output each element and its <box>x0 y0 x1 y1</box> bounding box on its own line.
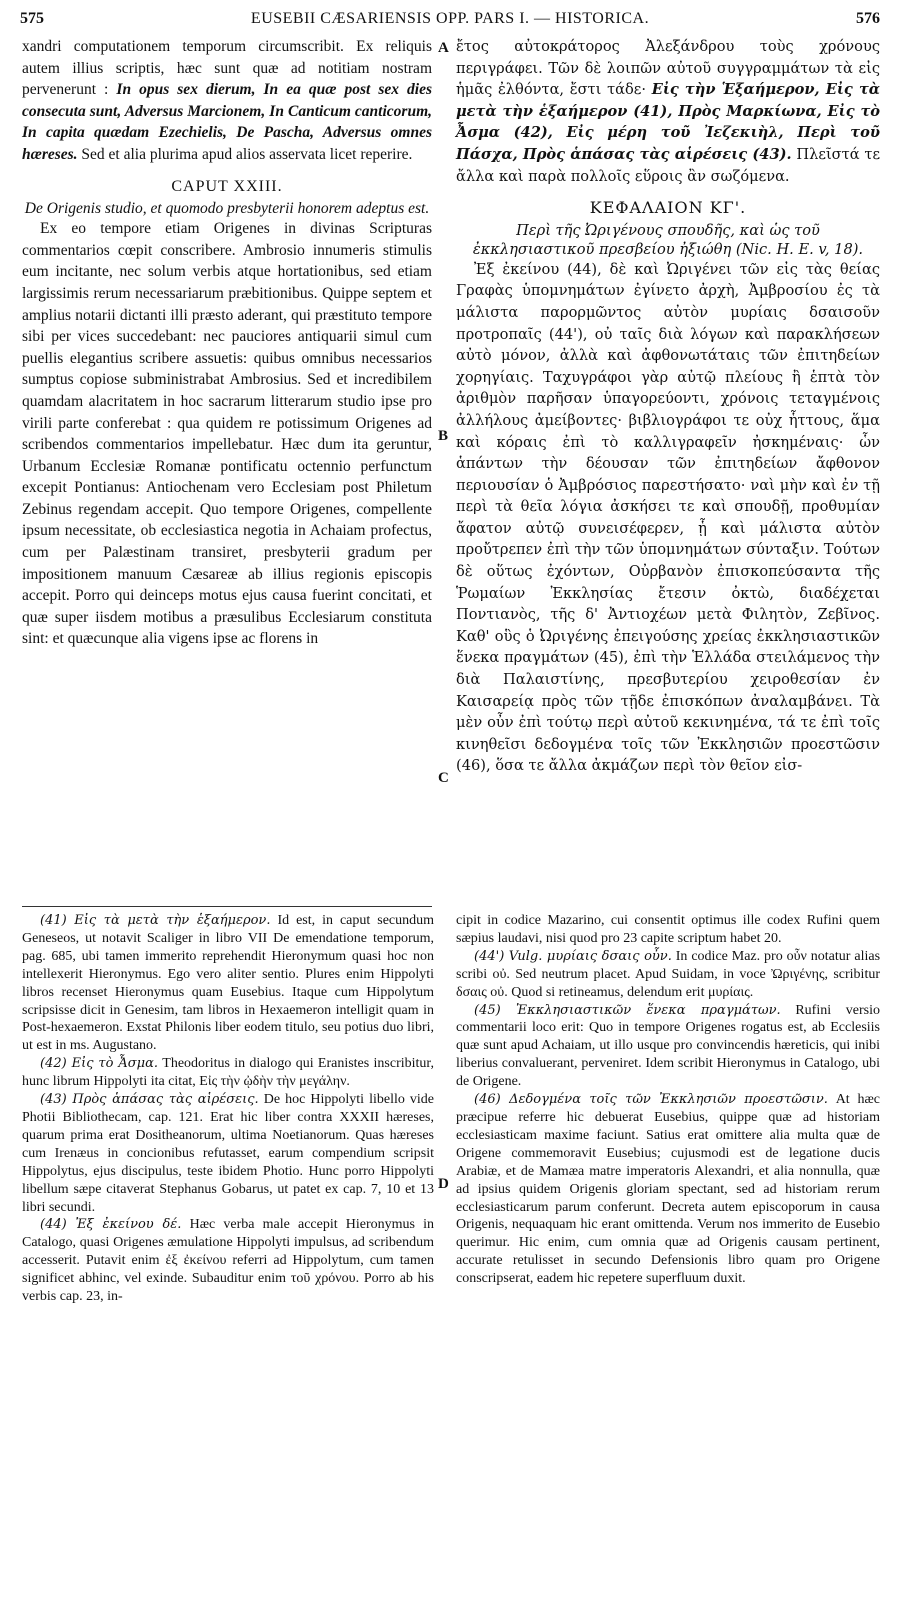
latin-intro-end: Sed et alia plurima apud alios asservata licet reperire. <box>81 145 413 163</box>
notes-divider <box>22 906 432 907</box>
greek-column <box>456 36 880 777</box>
footnote <box>456 1091 880 1288</box>
notes-left-column <box>22 912 434 1306</box>
page-number-right: 576 <box>856 10 880 27</box>
greek-chapter-heading: ΚΕΦΑΛΑΙΟΝ ΚΓ'. <box>589 198 747 218</box>
footnote-text: Id est, in caput secundum Geneseos, ut notavit Scaliger in libro VII De emendatione temporum, pag. 685, ubi tamen immerito reprehendit Hieronymum quasi hoc non intellexerit Hieronymus. Ego vero aliter sentio. Plures enim Hippolyti libros recenset Hieronymus quam Eusebius. Itaque cum Hippolytum scripsisse dicit in Genesim, tam libros in Hexaemeron intelligit quam in Post-hexaemeron. Exstat Philonis liber eodem titulo, seu potius duo libri, ut est in ms. Augustano. <box>22 913 435 1054</box>
footnote-lemma: (46) Δεδογμένα τοῖς τῶν Ἐκκλησιῶν προεστῶσιν. <box>474 1092 828 1108</box>
running-title: EUSEBII CÆSARIENSIS OPP. PARS I. — HISTORICA. <box>250 10 650 27</box>
footnote-lemma: (45) Ἐκκλησιαστικῶν ἕνεκα πραγμάτων. <box>474 1002 781 1018</box>
footnote-lemma: (44) Ἐξ ἐκείνου δέ. <box>40 1217 182 1233</box>
margin-letter-a: A <box>438 40 449 56</box>
greek-chapter-subtitle: Περὶ τῆς Ὠριγένους σπουδῆς, καὶ ὡς τοῦ ἐκκλησιαστικοῦ πρεσβείου ἠξιώθη (Nic. H. E. v, 18). <box>472 221 864 258</box>
footnote <box>22 1091 434 1216</box>
footnote-text: cipit in codice Mazarino, cui consentit optimus ille codex Rufini quem sæpius laudavi, nisi quod pro 23 capite scriptum habet 20. <box>456 913 880 946</box>
latin-chapter-subtitle: De Origenis studio, et quomodo presbyterii honorem adeptus est. <box>24 200 430 218</box>
footnote <box>456 1002 880 1092</box>
latin-chapter-heading: CAPUT XXIII. <box>171 177 283 195</box>
greek-intro: ἔτος αὐτοκράτορος Ἀλεξάνδρου τοὺς χρόνους περιγράφει. Τῶν δὲ λοιπῶν αὐτοῦ συγγραμμάτων τὰ εἰς ἡμᾶς ἐλθόντα, ἔστι τάδε· <box>456 38 880 99</box>
page-number-left: 575 <box>20 10 44 27</box>
greek-intro-paragraph <box>456 36 880 187</box>
latin-intro-paragraph <box>22 36 432 166</box>
footnote <box>22 912 434 1055</box>
footnote-text: De hoc Hippolyti libello vide Photii Bibliothecam, cap. 121. Erat hic liber contra XXXII hæreses, quarum prima erat Dositheanorum, ultima Noetianorum. Quas hæreses cum Irenæus in concionibus refutasset, earum compendium scripsit Hippolytus, ejus discipulus, teste ibidem Photio. Hunc porro Hippolyti libellum sæpe citaverat Stephanus Gobarus, ut patet ex cap. 7, 10 et 13 libri secundi. <box>22 1092 435 1215</box>
latin-body: Ex eo tempore etiam Origenes in divinas Scripturas commentarios cœpit conscribere. Ambrosio innumeris stimulis eum incitante, nec solum verbis atque hortationibus, sed etiam largissimis rerum necessariarum præbitionibus. Quippe septem et amplius notarii dictanti illi præsto aderant, qui præstituto tempore sibi per vices succedebant: nec pauciores antiquarii simul cum puellis elegantius scribere assuetis: quibus omnibus necessarios sumptus copiose subministrabat Ambrosius. Sed et incredibilem quamdam alacritatem in hoc sacrarum litterarum studio ipse pro virili parte conferebat : qua quidem re potissimum Origenes ad scribendos commentarios impellebatur. Hæc dum ita geruntur, Urbanum Ecclesiæ Romanæ pontificatu octennio perfunctum excepit Pontianus: Antiochenam vero Ecclesiam post Philetum Zebinus regendam accepit. Quo tempore Origenes, compellente ipsum necessitate, ob ecclesiastica negotia in Achaiam profectus, cum per Palæstinam transiret, presbyterii gradum per impositionem manuum Cæsareæ ab illius regionis episcopis accepit. Porro qui deinceps motus ejus causa fuerint concitati, et quæ super iisdem motibus a præsulibus Ecclesiarum constituta sint: et quæcunque alia vigens ipse ac florens in <box>22 220 432 648</box>
latin-intro: xandri computationem temporum circumscribit. Ex reliquis autem illius scriptis, hæc sunt quæ ad notitiam nostram pervenerunt : <box>22 38 432 99</box>
margin-letter-b: B <box>438 428 449 444</box>
footnote-lemma: (41) Εἰς τὰ μετὰ τὴν ἑξαήμερον. <box>40 913 271 928</box>
footnote <box>22 1055 434 1091</box>
footnote <box>456 912 880 948</box>
running-header <box>20 10 880 32</box>
margin-letter-c: C <box>438 770 449 786</box>
footnote-text: In codice Maz. pro οὖν notatur alias scribi οὐ. Sed neutrum placet. Apud Suidam, in voce Ὠριγένης, scribitur δσαις οὐ. Quod si retineamus, delendum erit μυρίαις. <box>456 948 881 1000</box>
footnote-lemma: (42) Εἰς τὸ Ἆσμα. <box>40 1056 158 1072</box>
notes-right-column <box>456 912 880 1288</box>
footnote-lemma: (43) Πρὸς ἁπάσας τὰς αἱρέσεις. <box>40 1092 259 1108</box>
footnote-text: Theodoritus in dialogo qui Eranistes inscribitur, hunc librum Hippolyti ita citat, Εἰς τὴν ᾠδὴν τὴν μεγάλην. <box>22 1056 434 1090</box>
footnote-text: At hæc præcipue referre hic debuerat Eusebius, quippe quæ ad historiam ecclesiasticam maxime faciunt. Satius erat omittere alia multa quæ de Origene commemoravit Eusebius; cujusmodi est de legatione ducis Arabiæ, et de Mamæa matre imperatoris Alexandri, et alia nonnulla, quæ ad ipsius quidem Origenis gloriam spectant, sed ad historiam rerum ecclesiasticarum parum conferunt. Decreta autem episcoporum in causa Origenis, nequaquam hic erant omittenda. Verum nos immerito de Eusebio querimur. Hic enim, cum omnia quæ ad Origenis causam pertinent, accurate retulisset in secundo Defensionis libro quam pro Origene conscripserat, eadem hic repetere superfluum duxit. <box>456 1092 880 1287</box>
footnote-lemma: (44') Vulg. μυρίαις δσαις οὖν. <box>474 948 672 964</box>
footnote-text: Rufini versio commentarii loco erit: Quo in tempore Origenes rogatus est, ab Ecclesiis quæ sunt apud Achaiam, ut illo usque pro convincendis hæreticis, qui inibi liberius convaluerant, perveniret. Idem scribit Hieronymus in Catalogo, ubi de Origene. <box>456 1002 880 1090</box>
greek-intro-titles: Εἰς τὴν Ἑξαήμερον, Εἰς τὰ μετὰ τὴν ἑξαήμερον (41), Πρὸς Μαρκίωνα, Εἰς τὸ Ἆσμα (42), Εἰς μέρη τοῦ Ἰεζεκιὴλ, Περὶ τοῦ Πάσχα, Πρὸς ἁπάσας τὰς αἱρέσεις (43). <box>456 81 880 163</box>
greek-intro-end: Πλεῖστά τε ἄλλα καὶ παρὰ πολλοῖς εὕροις ἂν σωζόμενα. <box>456 145 881 185</box>
greek-body: Ἐξ ἐκείνου (44), δὲ καὶ Ὠριγένει τῶν εἰς τὰς θείας Γραφὰς ὑπομνημάτων ἐγίνετο ἀρχὴ, Ἀμβροσίου ἐς τὰ μάλιστα παρορμῶντος αὐτὸν μυρίαις δσαισοῦν προτροπαῖς (44'), οὐ ταῖς διὰ λόγων καὶ παρακλήσεων αὐτὸ μόνον, ἀλλὰ καὶ ἀφθονωτάταις τῶν ἐπιτηδείων χορηγίαις. Ταχυγράφοι γὰρ αὐτῷ πλείους ἢ ἑπτὰ τὸν ἀριθμὸν παρῆσαν ὑπαγορεύοντι, χρόνοις τεταγμένοις ἀλλήλους ἀμείβοντες· βιβλιογράφοι τε οὐχ ἧττους, ἅμα καὶ κόραις ἐπὶ τὸ καλλιγραφεῖν ἠσκημέναις· ὧν ἁπάντων τὴν δέουσαν τῶν ἐπιτηδείων ἄφθονον περιουσίαν ὁ Ἀμβρόσιος παρεστήσατο· ναὶ μὴν καὶ ἐν τῇ περὶ τὰ θεῖα λόγια ἀσκήσει τε καὶ σπουδῇ, προθυμίαν ἄφατον αὐτῷ συνεισέφερεν, ᾗ καὶ μάλιστα αὐτὸν προὔτρεπεν ἐπὶ τὴν τῶν ὑπομνημάτων σύνταξιν. Τούτων δὲ οὕτως ἐχόντων, Οὐρβανὸν ἐπισκοπεύσαντα τῆς Ῥωμαίων Ἐκκλησίας ἔτεσιν ὀκτὼ, διαδέχεται Ποντιανὸς, τῆς δ' Ἀντιοχέων μετὰ Φιλητὸν, Ζεβῖνος. Καθ' οὓς ὁ Ὠριγένης ἐπειγούσης χρείας ἐκκλησιαστικῶν ἕνεκα πραγμάτων (45), ἐπὶ τὴν Ἑλλάδα στειλάμενος τὴν διὰ Παλαιστίνης, πρεσβυτερίου χειροθεσίαν ἐν Καισαρείᾳ πρὸς τῶν τῇδε ἐπισκόπων ἀναλαμβάνει. Τὰ μὲν οὖν ἐπὶ τούτῳ περὶ αὐτοῦ κεκινημένα, τά τε ἐπὶ τοῖς κινηθεῖσι δεδογμένα τοῖς τῶν Ἐκκλησιῶν προεστῶσιν (46), ὅσα τε ἄλλα ἀκμάζων περὶ τὸν θεῖον εἰσ- <box>456 260 880 775</box>
footnote <box>22 1216 434 1306</box>
latin-column <box>22 36 432 650</box>
latin-intro-titles: In opus sex dierum, In ea quæ post sex dies consecuta sunt, Adversus Marcionem, In Canticum canticorum, In capita quædam Ezechielis, De Pascha, Adversus omnes hæreses. <box>22 81 433 163</box>
margin-letter-d: D <box>438 1176 449 1192</box>
footnote <box>456 948 880 1002</box>
footnote-text: Hæc verba male accepit Hieronymus in Catalogo, quasi Origenes æmulatione Hippolyti impulsus, ad scribendum accesserit. Putavit enim ἐξ ἐκείνου referri ad Hippolytum, cum tamen significet abhinc, vel exinde. Subauditur enim τοῦ χρόνου. Porro ab his verbis cap. 23, in- <box>22 1217 435 1305</box>
